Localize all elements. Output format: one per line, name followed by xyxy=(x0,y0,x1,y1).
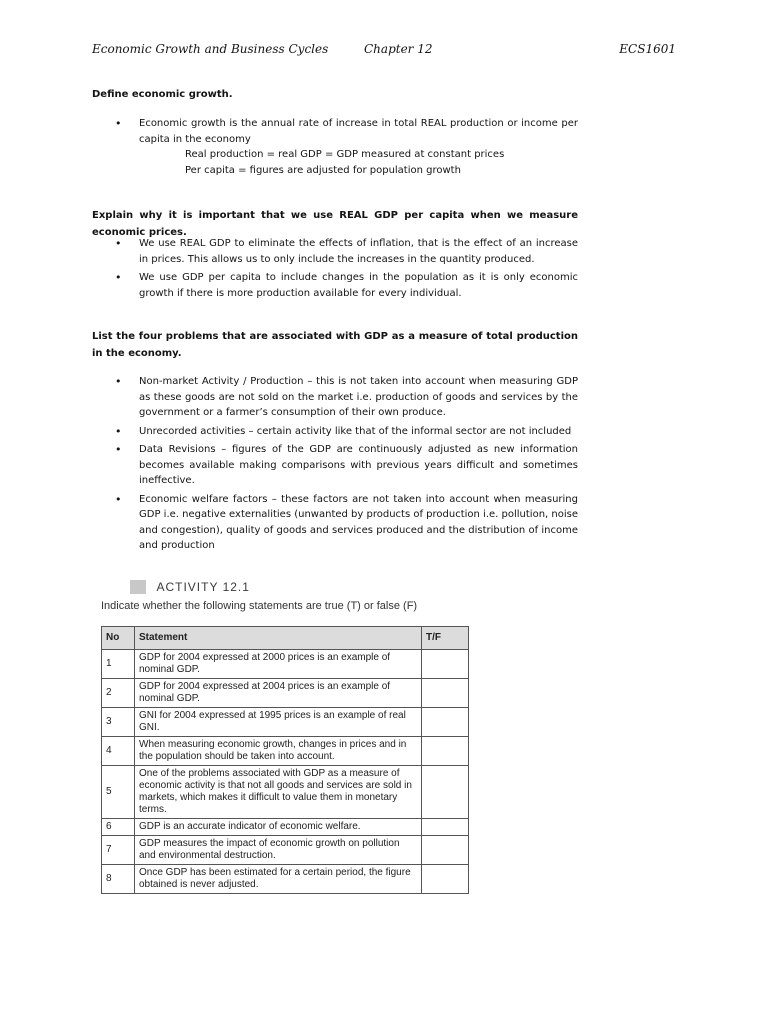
table-row xyxy=(102,766,469,819)
bullet-text: Non-market Activity / Production – this is not taken into account when measuring GDP as these goods are not sold on the market i.e. production of goods and services by the government or a farmer’s consumption of their own produce. xyxy=(139,376,578,418)
list-item xyxy=(92,270,578,301)
table-row xyxy=(102,650,469,679)
table-row xyxy=(102,836,469,865)
question-gdp-problems: List the four problems that are associated with GDP as a measure of total production in the economy. xyxy=(92,331,578,359)
bullet-text: Unrecorded activities – certain activity like that of the informal sector are not included xyxy=(139,425,572,437)
list-item xyxy=(92,236,578,267)
list-item xyxy=(92,442,578,489)
row-number: 5 xyxy=(102,766,135,819)
table-row xyxy=(102,679,469,708)
row-statement: GNI for 2004 expressed at 1995 prices is an example of real GNI. xyxy=(135,708,422,737)
bullet-icon: • xyxy=(115,237,122,250)
header-title: Economic Growth and Business Cycles xyxy=(92,42,329,56)
row-number: 4 xyxy=(102,737,135,766)
tf-answer-cell[interactable] xyxy=(422,737,469,766)
list-item xyxy=(92,492,578,554)
true-false-table xyxy=(101,626,469,894)
table-row xyxy=(102,737,469,766)
section2-bullet-list xyxy=(92,236,578,304)
tf-answer-cell[interactable] xyxy=(422,766,469,819)
row-number: 2 xyxy=(102,679,135,708)
list-item xyxy=(92,374,578,421)
bullet-icon: • xyxy=(115,424,122,438)
bullet-icon: • xyxy=(115,375,122,388)
column-header-statement: Statement xyxy=(135,627,422,650)
tf-answer-cell[interactable] xyxy=(422,650,469,679)
bullet-text: We use REAL GDP to eliminate the effects of inflation, that is the effect of an increase in prices. This allows us to only include the increases in the quantity produced. xyxy=(139,238,578,265)
row-statement: GDP measures the impact of economic growth on pollution and environmental destruction. xyxy=(135,836,422,865)
bullet-text: We use GDP per capita to include changes in the population as it is only economic growth if there is more production available for every individual. xyxy=(139,272,578,299)
list-item xyxy=(92,424,578,440)
tf-answer-cell[interactable] xyxy=(422,708,469,737)
tf-answer-cell[interactable] xyxy=(422,865,469,894)
header-chapter: Chapter 12 xyxy=(364,42,433,56)
bullet-text: Economic growth is the annual rate of increase in total REAL production or income per capita in the economy xyxy=(139,118,578,145)
bullet-text: Economic welfare factors – these factors are not taken into account when measuring GDP i.e. negative externalities (unwanted by products of production i.e. pollution, noise and congestion), quality of goods and services produced and the distribution of income and production xyxy=(139,493,578,551)
activity-marker-icon xyxy=(130,580,146,594)
row-statement: One of the problems associated with GDP as a measure of economic activity is that not all goods and services are sold in markets, which makes it difficult to value them in monetary terms. xyxy=(135,766,422,819)
bullet-text: Data Revisions – figures of the GDP are continuously adjusted as new information becomes available making comparisons with previous years difficult and sometimes ineffective. xyxy=(139,444,578,486)
bullet-subline: Per capita = figures are adjusted for population growth xyxy=(185,164,461,176)
row-number: 7 xyxy=(102,836,135,865)
bullet-icon: • xyxy=(115,117,122,130)
table-row xyxy=(102,708,469,737)
row-statement: When measuring economic growth, changes in prices and in the population should be taken into account. xyxy=(135,737,422,766)
bullet-icon: • xyxy=(115,443,122,456)
table-header-row xyxy=(102,627,469,650)
table-row xyxy=(102,819,469,836)
row-number: 6 xyxy=(102,819,135,836)
column-header-tf: T/F xyxy=(422,627,469,650)
row-number: 1 xyxy=(102,650,135,679)
row-number: 3 xyxy=(102,708,135,737)
activity-heading xyxy=(130,578,250,596)
row-statement: GDP for 2004 expressed at 2004 prices is an example of nominal GDP. xyxy=(135,679,422,708)
activity-instruction: Indicate whether the following statements are true (T) or false (F) xyxy=(101,600,418,612)
header-course-code: ECS1601 xyxy=(619,42,676,56)
question-real-gdp: Explain why it is important that we use REAL GDP per capita when we measure economic prices. xyxy=(92,210,578,238)
list-item xyxy=(92,116,578,178)
activity-label: ACTIVITY 12.1 xyxy=(156,579,250,594)
tf-answer-cell[interactable] xyxy=(422,836,469,865)
bullet-subline: Real production = real GDP = GDP measured at constant prices xyxy=(185,149,505,160)
bullet-icon: • xyxy=(115,271,122,284)
bullet-icon: • xyxy=(115,492,122,506)
row-number: 8 xyxy=(102,865,135,894)
row-statement: GDP for 2004 expressed at 2000 prices is an example of nominal GDP. xyxy=(135,650,422,679)
tf-answer-cell[interactable] xyxy=(422,819,469,836)
row-statement: GDP is an accurate indicator of economic welfare. xyxy=(135,819,422,836)
question-define-growth: Define economic growth. xyxy=(92,89,233,100)
column-header-no: No xyxy=(102,627,135,650)
tf-answer-cell[interactable] xyxy=(422,679,469,708)
page-header xyxy=(92,42,676,62)
row-statement: Once GDP has been estimated for a certain period, the figure obtained is never adjusted. xyxy=(135,865,422,894)
table-row xyxy=(102,865,469,894)
section3-bullet-list xyxy=(92,374,578,557)
section1-bullet-list xyxy=(92,116,578,181)
